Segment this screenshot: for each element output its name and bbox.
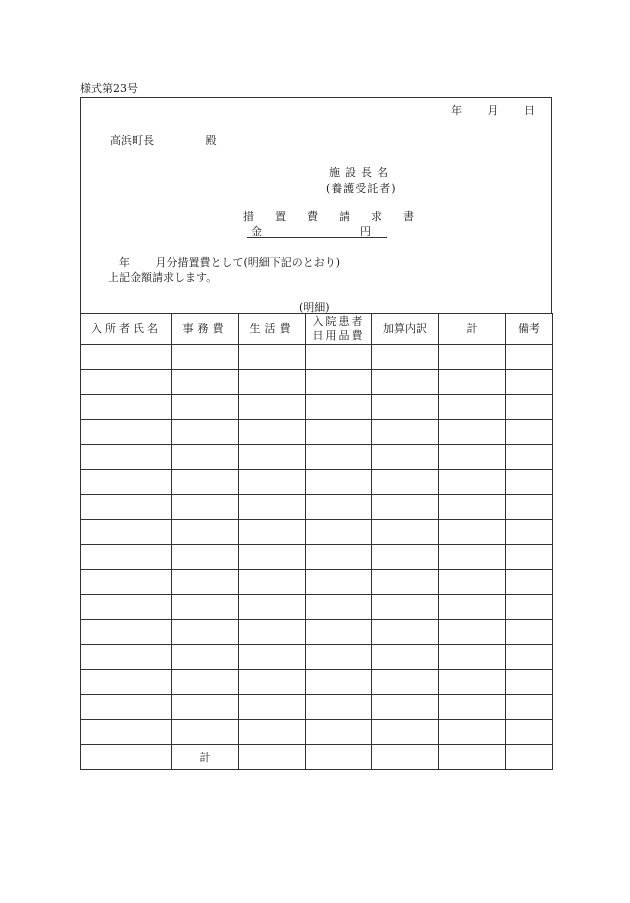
table-row — [81, 620, 553, 645]
cell-total[interactable] — [439, 620, 506, 645]
cell-resident-name[interactable] — [81, 370, 172, 395]
cell-total[interactable] — [439, 345, 506, 370]
cell-living-expense[interactable] — [239, 695, 306, 720]
cell-resident-name[interactable] — [81, 520, 172, 545]
cell-hospital-supplies[interactable] — [306, 620, 372, 645]
cell-living-expense[interactable] — [239, 345, 306, 370]
header-remarks: 備考 — [506, 314, 553, 345]
cell-office-expense[interactable] — [172, 720, 239, 745]
cell-remarks[interactable] — [506, 420, 553, 445]
cell-living-expense[interactable] — [239, 420, 306, 445]
cell-living-expense[interactable] — [239, 545, 306, 570]
request-frame — [80, 97, 552, 313]
request-text-line2: 上記金額請求します。 — [108, 271, 218, 284]
table-row — [81, 395, 553, 420]
cell-remarks[interactable] — [506, 520, 553, 545]
cell-additional-breakdown[interactable] — [372, 570, 439, 595]
cell-living-expense[interactable] — [239, 520, 306, 545]
cell-hospital-supplies[interactable] — [306, 420, 372, 445]
cell-resident-name[interactable] — [81, 345, 172, 370]
cell-office-expense[interactable] — [172, 370, 239, 395]
header-office-expense: 事務費 — [172, 314, 239, 345]
cell-resident-name[interactable] — [81, 570, 172, 595]
table-row — [81, 370, 553, 395]
cell-additional-breakdown[interactable] — [372, 495, 439, 520]
total-cell-additional-breakdown[interactable] — [372, 745, 439, 770]
cell-office-expense[interactable] — [172, 595, 239, 620]
cell-living-expense[interactable] — [239, 470, 306, 495]
cell-total[interactable] — [439, 520, 506, 545]
cell-living-expense[interactable] — [239, 445, 306, 470]
cell-resident-name[interactable] — [81, 470, 172, 495]
cell-hospital-supplies[interactable] — [306, 470, 372, 495]
cell-total[interactable] — [439, 545, 506, 570]
request-text-line1 — [119, 254, 340, 270]
table-row — [81, 670, 553, 695]
cell-office-expense[interactable] — [172, 620, 239, 645]
cell-additional-breakdown[interactable] — [372, 620, 439, 645]
cell-living-expense[interactable] — [239, 495, 306, 520]
cell-resident-name[interactable] — [81, 595, 172, 620]
details-table — [80, 313, 553, 770]
cell-resident-name[interactable] — [81, 645, 172, 670]
form-number: 様式第23号 — [80, 82, 138, 95]
date-day: 日 — [524, 104, 535, 117]
table-body — [81, 345, 553, 770]
cell-total[interactable] — [439, 570, 506, 595]
cell-additional-breakdown[interactable] — [372, 345, 439, 370]
cell-hospital-supplies[interactable] — [306, 645, 372, 670]
cell-total[interactable] — [439, 395, 506, 420]
cell-remarks[interactable] — [506, 470, 553, 495]
cell-resident-name[interactable] — [81, 620, 172, 645]
table-row — [81, 645, 553, 670]
cell-additional-breakdown[interactable] — [372, 595, 439, 620]
total-cell-remarks[interactable] — [506, 745, 553, 770]
table-header-row — [81, 314, 553, 345]
guardian-label: (養護受託者) — [326, 182, 397, 195]
cell-resident-name[interactable] — [81, 495, 172, 520]
cell-hospital-supplies[interactable] — [306, 570, 372, 595]
cell-office-expense[interactable] — [172, 420, 239, 445]
cell-office-expense[interactable] — [172, 570, 239, 595]
amount-prefix: 金 — [251, 225, 262, 238]
cell-hospital-supplies[interactable] — [306, 495, 372, 520]
cell-remarks[interactable] — [506, 545, 553, 570]
cell-remarks[interactable] — [506, 495, 553, 520]
cell-resident-name[interactable] — [81, 420, 172, 445]
cell-remarks[interactable] — [506, 670, 553, 695]
total-cell-hospital-supplies[interactable] — [306, 745, 372, 770]
facility-head-label: 施設長名 — [329, 166, 393, 179]
cell-office-expense[interactable] — [172, 445, 239, 470]
cell-total[interactable] — [439, 470, 506, 495]
addressee-name: 高浜町長 — [110, 134, 154, 147]
cell-resident-name[interactable] — [81, 445, 172, 470]
header-additional-breakdown: 加算内訳 — [372, 314, 439, 345]
table-row — [81, 445, 553, 470]
header-hospital-supplies — [306, 314, 372, 345]
cell-total[interactable] — [439, 720, 506, 745]
cell-office-expense[interactable] — [172, 545, 239, 570]
cell-total[interactable] — [439, 595, 506, 620]
cell-resident-name[interactable] — [81, 395, 172, 420]
cell-remarks[interactable] — [506, 695, 553, 720]
cell-total[interactable] — [439, 495, 506, 520]
cell-living-expense[interactable] — [239, 595, 306, 620]
cell-additional-breakdown[interactable] — [372, 720, 439, 745]
table-row — [81, 720, 553, 745]
cell-resident-name[interactable] — [81, 720, 172, 745]
amount-unit: 円 — [360, 225, 371, 238]
cell-additional-breakdown[interactable] — [372, 445, 439, 470]
table-row — [81, 345, 553, 370]
cell-hospital-supplies[interactable] — [306, 545, 372, 570]
table-row — [81, 695, 553, 720]
total-cell-living-expense[interactable] — [239, 745, 306, 770]
details-label: (明細) — [299, 301, 330, 314]
cell-additional-breakdown[interactable] — [372, 520, 439, 545]
table-row — [81, 545, 553, 570]
cell-office-expense[interactable] — [172, 520, 239, 545]
cell-remarks[interactable] — [506, 395, 553, 420]
table-row — [81, 520, 553, 545]
cell-total[interactable] — [439, 645, 506, 670]
date-line — [429, 102, 535, 118]
cell-office-expense[interactable] — [172, 470, 239, 495]
cell-hospital-supplies[interactable] — [306, 670, 372, 695]
date-month: 月 — [487, 104, 499, 117]
cell-additional-breakdown[interactable] — [372, 695, 439, 720]
cell-total[interactable] — [439, 420, 506, 445]
table-row — [81, 420, 553, 445]
request-year: 年 — [119, 256, 130, 269]
amount-line — [247, 223, 387, 238]
cell-hospital-supplies[interactable] — [306, 395, 372, 420]
cell-additional-breakdown[interactable] — [372, 470, 439, 495]
cell-hospital-supplies[interactable] — [306, 720, 372, 745]
cell-office-expense[interactable] — [172, 395, 239, 420]
cell-additional-breakdown[interactable] — [372, 645, 439, 670]
cell-hospital-supplies[interactable] — [306, 595, 372, 620]
cell-hospital-supplies[interactable] — [306, 445, 372, 470]
header-hospital-line1: 入院患者 — [312, 315, 365, 328]
cell-total[interactable] — [439, 670, 506, 695]
cell-remarks[interactable] — [506, 720, 553, 745]
cell-living-expense[interactable] — [239, 720, 306, 745]
document-title: 措置費請求書 — [243, 210, 435, 223]
cell-hospital-supplies[interactable] — [306, 370, 372, 395]
cell-total[interactable] — [439, 370, 506, 395]
cell-remarks[interactable] — [506, 645, 553, 670]
table-row — [81, 495, 553, 520]
cell-office-expense[interactable] — [172, 695, 239, 720]
cell-office-expense[interactable] — [172, 495, 239, 520]
header-total: 計 — [439, 314, 506, 345]
cell-hospital-supplies[interactable] — [306, 345, 372, 370]
cell-remarks[interactable] — [506, 570, 553, 595]
cell-resident-name[interactable] — [81, 670, 172, 695]
cell-living-expense[interactable] — [239, 645, 306, 670]
total-row — [81, 745, 553, 770]
header-living-expense: 生活費 — [239, 314, 306, 345]
cell-remarks[interactable] — [506, 445, 553, 470]
request-month-text: 月分措置費として(明細下記のとおり) — [155, 256, 341, 269]
cell-living-expense[interactable] — [239, 670, 306, 695]
cell-additional-breakdown[interactable] — [372, 370, 439, 395]
cell-hospital-supplies[interactable] — [306, 695, 372, 720]
table-row — [81, 570, 553, 595]
cell-office-expense[interactable] — [172, 645, 239, 670]
cell-total[interactable] — [439, 695, 506, 720]
total-cell-total[interactable] — [439, 745, 506, 770]
table-row — [81, 470, 553, 495]
cell-living-expense[interactable] — [239, 395, 306, 420]
cell-living-expense[interactable] — [239, 370, 306, 395]
cell-resident-name[interactable] — [81, 545, 172, 570]
cell-living-expense[interactable] — [239, 620, 306, 645]
total-cell-resident-name[interactable] — [81, 745, 172, 770]
cell-additional-breakdown[interactable] — [372, 545, 439, 570]
cell-office-expense[interactable] — [172, 345, 239, 370]
cell-additional-breakdown[interactable] — [372, 420, 439, 445]
cell-remarks[interactable] — [506, 620, 553, 645]
cell-remarks[interactable] — [506, 595, 553, 620]
cell-remarks[interactable] — [506, 345, 553, 370]
cell-resident-name[interactable] — [81, 695, 172, 720]
total-label: 計 — [172, 745, 239, 770]
addressee-honorific: 殿 — [205, 134, 217, 147]
cell-office-expense[interactable] — [172, 670, 239, 695]
header-resident-name: 入所者氏名 — [81, 314, 172, 345]
cell-living-expense[interactable] — [239, 570, 306, 595]
addressee — [110, 132, 217, 148]
date-year: 年 — [451, 104, 462, 117]
cell-additional-breakdown[interactable] — [372, 670, 439, 695]
header-hospital-line2: 日用品費 — [312, 329, 365, 342]
cell-hospital-supplies[interactable] — [306, 520, 372, 545]
cell-total[interactable] — [439, 445, 506, 470]
cell-remarks[interactable] — [506, 370, 553, 395]
cell-additional-breakdown[interactable] — [372, 395, 439, 420]
table-row — [81, 595, 553, 620]
